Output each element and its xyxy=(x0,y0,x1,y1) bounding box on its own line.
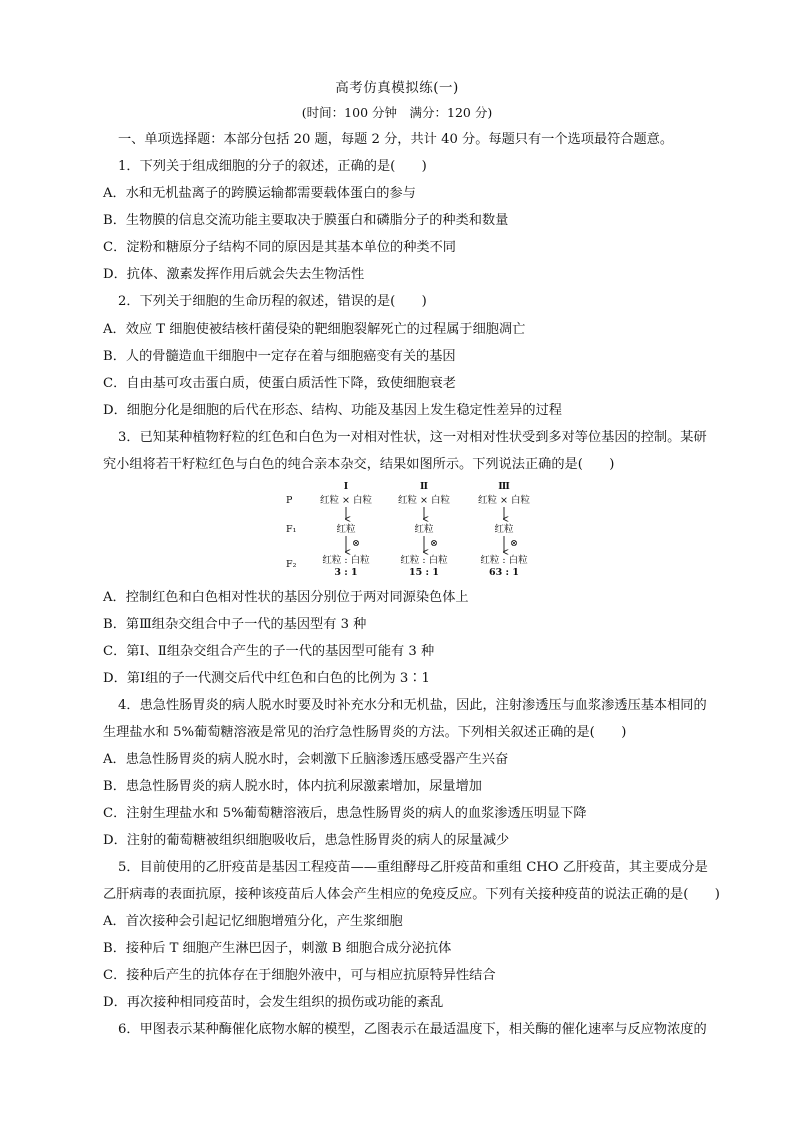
question-1-option-c: C．淀粉和糖原分子结构不同的原因是其基本单位的种类不同 xyxy=(103,240,456,255)
cross-group-1 xyxy=(320,481,372,578)
question-3-stem-line1: 3．已知某种植物籽粒的红色和白色为一对相对性状，这一对相对性状受到多对等位基因的控制。某研 xyxy=(118,430,707,445)
question-1-stem: 1．下列关于组成细胞的分子的叙述，正确的是( ) xyxy=(118,159,427,174)
group-2-f2: 红粒 : 白粒 xyxy=(400,555,448,566)
row-label-f1: F₁ xyxy=(286,524,297,535)
cross-diagram-svg xyxy=(282,479,542,579)
question-6-stem-line1: 6．甲图表示某种酶催化底物水解的模型，乙图表示在最适温度下，相关酶的催化速率与反应物浓度的 xyxy=(118,1022,707,1037)
group-3-parents: 红粒 × 白粒 xyxy=(478,495,530,506)
question-4-option-d: D．注射的葡萄糖被组织细胞吸收后，患急性肠胃炎的病人的尿量减少 xyxy=(103,833,510,848)
group-2-parents: 红粒 × 白粒 xyxy=(398,495,450,506)
group-1-parents: 红粒 × 白粒 xyxy=(320,495,372,506)
group-2-f1: 红粒 xyxy=(414,524,434,535)
question-5-option-d: D．再次接种相同疫苗时，会发生组织的损伤或功能的紊乱 xyxy=(103,995,444,1010)
group-2-ratio: 15 : 1 xyxy=(409,567,439,578)
group-2-label: Ⅱ xyxy=(419,481,429,492)
page-subtitle: (时间：100 分钟 满分：120 分) xyxy=(301,105,493,120)
selfing-symbol-icon: ⊗ xyxy=(352,538,360,549)
question-2-option-b: B．人的骨髓造血干细胞中一定存在着与细胞癌变有关的基因 xyxy=(103,349,456,364)
group-1-label: Ⅰ xyxy=(343,481,349,492)
question-5-option-b: B．接种后 T 细胞产生淋巴因子，刺激 B 细胞合成分泌抗体 xyxy=(103,941,452,956)
question-3-option-c: C．第Ⅰ、Ⅱ组杂交组合产生的子一代的基因型可能有 3 种 xyxy=(103,644,435,659)
question-2-option-a: A．效应 T 细胞使被结核杆菌侵染的靶细胞裂解死亡的过程属于细胞凋亡 xyxy=(103,322,526,337)
row-label-f2: F₂ xyxy=(286,559,297,570)
question-1-option-a: A．水和无机盐离子的跨膜运输都需要载体蛋白的参与 xyxy=(103,186,416,201)
question-4-option-a: A．患急性肠胃炎的病人脱水时，会刺激下丘脑渗透压感受器产生兴奋 xyxy=(103,752,509,767)
group-3-label: Ⅲ xyxy=(498,481,510,492)
question-4-option-b: B．患急性肠胃炎的病人脱水时，体内抗利尿激素增加，尿量增加 xyxy=(103,779,482,794)
question-5-stem-line2: 乙肝病毒的表面抗原，接种该疫苗后人体会产生相应的免疫反应。下列有关接种疫苗的说法正确的是( ) xyxy=(103,887,720,902)
question-3-option-b: B．第Ⅲ组杂交组合中子一代的基因型有 3 种 xyxy=(103,617,367,632)
group-1-f1: 红粒 xyxy=(336,524,356,535)
question-1-option-b: B．生物膜的信息交流功能主要取决于膜蛋白和磷脂分子的种类和数量 xyxy=(103,213,509,228)
question-3-option-d: D．第Ⅰ组的子一代测交后代中红色和白色的比例为 3∶1 xyxy=(103,671,430,686)
page-title: 高考仿真模拟练(一) xyxy=(335,80,459,96)
cross-group-3 xyxy=(478,481,530,578)
group-3-f2: 红粒 : 白粒 xyxy=(480,555,528,566)
question-3-option-a: A．控制红色和白色相对性状的基因分别位于两对同源染色体上 xyxy=(103,590,469,605)
question-3-stem-line2: 究小组将若干籽粒红色与白色的纯合亲本杂交，结果如图所示。下列说法正确的是( ) xyxy=(103,457,615,472)
group-1-ratio: 3 : 1 xyxy=(334,567,358,578)
cross-group-2 xyxy=(398,481,450,578)
selfing-symbol-icon: ⊗ xyxy=(510,538,518,549)
selfing-symbol-icon: ⊗ xyxy=(430,538,438,549)
question-2-option-c: C．自由基可攻击蛋白质，使蛋白质活性下降，致使细胞衰老 xyxy=(103,376,456,391)
row-label-p: P xyxy=(286,495,293,506)
section-heading: 一、单项选择题：本部分包括 20 题，每题 2 分，共计 40 分。每题只有一个选项最符合题意。 xyxy=(118,132,674,147)
group-3-ratio: 63 : 1 xyxy=(489,567,519,578)
question-4-option-c: C．注射生理盐水和 5%葡萄糖溶液后，患急性肠胃炎的病人的血浆渗透压明显下降 xyxy=(103,806,587,821)
genetic-cross-diagram xyxy=(282,479,542,579)
group-1-f2: 红粒 : 白粒 xyxy=(322,555,370,566)
question-5-option-a: A．首次接种会引起记忆细胞增殖分化，产生浆细胞 xyxy=(103,914,403,929)
question-2-option-d: D．细胞分化是细胞的后代在形态、结构、功能及基因上发生稳定性差异的过程 xyxy=(103,403,562,418)
question-5-stem-line1: 5．目前使用的乙肝疫苗是基因工程疫苗——重组酵母乙肝疫苗和重组 CHO 乙肝疫苗，其主要成分是 xyxy=(118,860,708,875)
question-1-option-d: D．抗体、激素发挥作用后就会失去生物活性 xyxy=(103,267,365,282)
question-2-stem: 2．下列关于细胞的生命历程的叙述，错误的是( ) xyxy=(118,294,427,309)
question-4-stem-line2: 生理盐水和 5%葡萄糖溶液是常见的治疗急性肠胃炎的方法。下列相关叙述正确的是( ) xyxy=(103,725,627,740)
question-4-stem-line1: 4．患急性肠胃炎的病人脱水时要及时补充水分和无机盐，因此，注射渗透压与血浆渗透压基本相同的 xyxy=(118,698,707,713)
question-5-option-c: C．接种后产生的抗体存在于细胞外液中，可与相应抗原特异性结合 xyxy=(103,968,496,983)
group-3-f1: 红粒 xyxy=(494,524,514,535)
